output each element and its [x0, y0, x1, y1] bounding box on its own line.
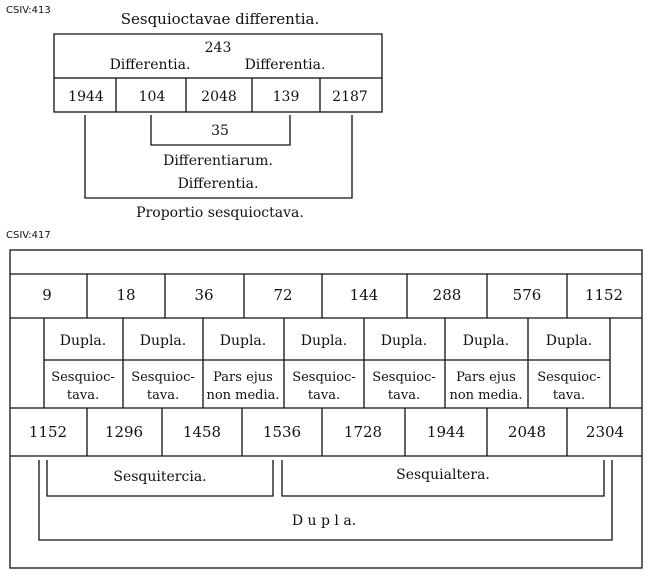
number-cell: 2048	[201, 89, 237, 105]
ratio-sub-line1: Sesquioc-	[131, 370, 195, 385]
bottom-number-cell: 1536	[262, 423, 302, 441]
number-cell: 2187	[332, 89, 368, 105]
differentia-right-label: Differentia.	[244, 57, 326, 73]
ratio-sub-line1: Pars ejus	[213, 370, 273, 385]
ratio-sub-line2: non media.	[206, 388, 280, 403]
bottom-number-cell: 1296	[104, 423, 144, 441]
top-number-cell: 576	[512, 286, 542, 304]
ratio-sub-line2: non media.	[449, 388, 523, 403]
dupla-label: Dupla.	[219, 333, 267, 349]
figure-413-id: CSIV:413	[6, 5, 51, 16]
dupla-label: Dupla.	[139, 333, 187, 349]
differentia-label: Differentia.	[177, 176, 259, 192]
number-cell: 1944	[68, 89, 104, 105]
number-cell: 139	[272, 89, 300, 105]
differentia-left-label: Differentia.	[109, 57, 191, 73]
top-number-cell: 9	[42, 286, 52, 304]
ratio-sub-line1: Sesquioc-	[292, 370, 356, 385]
ratio-sub-line2: tava.	[552, 388, 586, 403]
top-number-cell: 18	[116, 286, 136, 304]
ratio-sub-line1: Pars ejus	[456, 370, 516, 385]
differentiarum-label: Differentiarum.	[163, 153, 273, 169]
dupla-label: Dupla.	[380, 333, 428, 349]
ratio-sub-line1: Sesquioc-	[51, 370, 115, 385]
inner-number: 35	[211, 123, 229, 139]
bottom-number-cell: 1944	[426, 423, 466, 441]
ratio-sub-line2: tava.	[307, 388, 341, 403]
figure-413	[6, 5, 382, 221]
dupla-label: Dupla.	[545, 333, 593, 349]
figure-417	[6, 230, 642, 568]
sesquitercia-label: Sesquitercia.	[113, 469, 207, 485]
sesquialtera-label: Sesquialtera.	[396, 467, 490, 483]
dupla-label: Dupla.	[462, 333, 510, 349]
ratio-sub-line1: Sesquioc-	[537, 370, 601, 385]
bottom-number-cell: 1728	[343, 423, 383, 441]
top-number-cell: 1152	[584, 286, 624, 304]
top-number-cell: 36	[194, 286, 214, 304]
top-number-cell: 72	[273, 286, 293, 304]
top-number: 243	[204, 40, 232, 56]
dupla-label: Dupla.	[59, 333, 107, 349]
bottom-number-cell: 1458	[182, 423, 222, 441]
ratio-sub-line2: tava.	[146, 388, 180, 403]
bottom-number-cell: 2304	[585, 423, 625, 441]
bottom-number-cell: 1152	[28, 423, 68, 441]
proportio-label: Proportio sesquioctava.	[136, 205, 304, 221]
top-number-cell: 144	[349, 286, 379, 304]
number-cell: 104	[138, 89, 166, 105]
top-row-dividers	[87, 274, 567, 318]
bottom-row-dividers	[87, 408, 567, 456]
figure-413-title: Sesquioctavae differentia.	[120, 10, 320, 28]
ratio-sub-line2: tava.	[66, 388, 100, 403]
top-number-cell: 288	[432, 286, 462, 304]
dupla-total-label: D u p l a.	[291, 513, 357, 529]
figure-417-id: CSIV:417	[6, 230, 51, 241]
ratio-sub-line2: tava.	[387, 388, 421, 403]
dupla-label: Dupla.	[300, 333, 348, 349]
bottom-number-cell: 2048	[507, 423, 547, 441]
ratio-sub-line1: Sesquioc-	[372, 370, 436, 385]
